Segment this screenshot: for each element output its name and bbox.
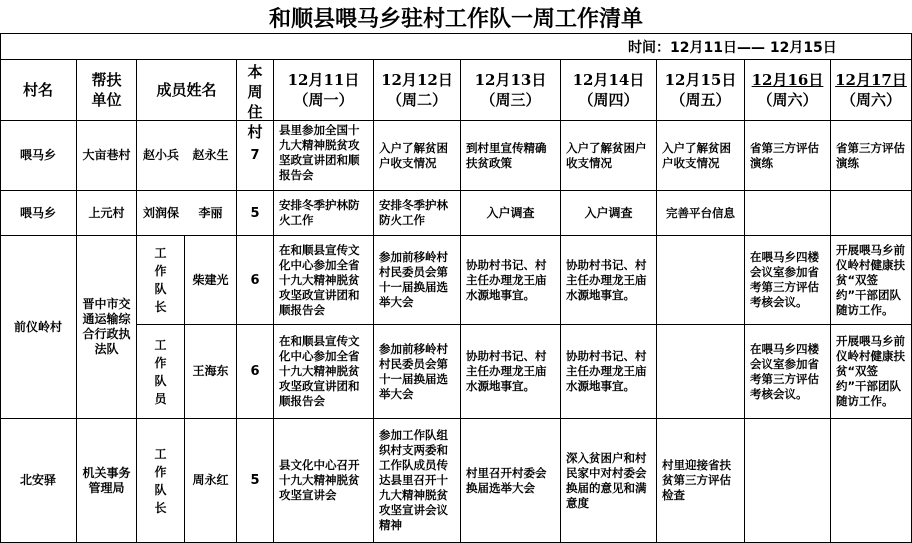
- row1-village: 喂马乡: [19, 148, 56, 162]
- header-days: 本周住村: [247, 63, 263, 141]
- weekday-label: （周三）: [480, 91, 541, 109]
- row4-task-5: [657, 325, 744, 418]
- row4-name: 王海东: [192, 364, 229, 378]
- row1-unit: 大亩巷村: [82, 148, 131, 162]
- row5-unit: 机关事务管理局: [82, 465, 131, 495]
- row5-task-7: [831, 419, 911, 542]
- header-date-2: [374, 60, 460, 120]
- row4-task-1: 在和顺县宣传文化中心参加全省十九大精神脱贫攻坚政宣讲团和顺报告会: [279, 334, 360, 408]
- row2-task-6: [745, 191, 830, 235]
- header-unit: 帮扶单位: [91, 71, 122, 109]
- date-label: 12月14日: [572, 71, 645, 89]
- row4-task-6: 在喂马乡四楼会议室参加省考第三方评估考核会议。: [750, 341, 819, 401]
- row2-village: 喂马乡: [19, 205, 56, 220]
- header-date-5: [657, 60, 744, 120]
- row3-days: 6: [250, 272, 260, 288]
- row5-role: 工作队长: [154, 446, 167, 515]
- header-members: 成员姓名: [156, 81, 217, 99]
- row5-task-6: [745, 419, 830, 542]
- row5-task-1: 县文化中心召开十九大精神脱贫攻坚宣讲会: [279, 458, 360, 502]
- row3-task-4: 协助村书记、村主任办理龙王庙水源地事宜。: [566, 257, 647, 302]
- row1-days: 7: [250, 148, 260, 163]
- date-label: 12月16日: [751, 71, 824, 89]
- row3-task-1: 在和顺县宣传文化中心参加全省十九大精神脱贫攻坚政宣讲团和顺报告会: [279, 242, 360, 317]
- row4-role-cell: [137, 325, 184, 418]
- row3-village: 前仪岭村: [13, 319, 62, 334]
- weekday-label: （周六）: [757, 91, 818, 109]
- row4-role: 工作队员: [154, 337, 167, 406]
- row4-task-3: 协助村书记、村主任办理龙王庙水源地事宜。: [466, 349, 547, 393]
- header-date-1: [274, 60, 373, 120]
- header-date-4: [561, 60, 656, 120]
- row4-task-7: 开展喂马乡前仪岭村健康扶贫“双签约”干部团队随访工作。: [836, 334, 905, 408]
- row2-task-4: 入户调查: [584, 205, 633, 220]
- header-village: 村名: [22, 81, 53, 99]
- date-label: 12月15日: [664, 71, 737, 89]
- row5-task-3: 村里召开村委会换届选举大会: [466, 465, 547, 495]
- row2-task-7: [831, 191, 911, 235]
- row3-task-6: 在喂马乡四楼会议室参加省考第三方评估考核会议。: [750, 250, 819, 309]
- row3-role: 工作队长: [154, 246, 167, 314]
- row5-village: 北安驿: [19, 473, 56, 487]
- weekday-label: （周五）: [670, 91, 731, 109]
- header-date-3: [461, 60, 560, 120]
- row3-task-3: 协助村书记、村主任办理龙王庙水源地事宜。: [466, 257, 547, 302]
- row3-task-5: [657, 236, 744, 324]
- row1-task-4: 入户了解贫困户收支情况: [566, 140, 647, 170]
- row2-task-3: 入户调查: [486, 205, 535, 220]
- date-label: 12月17日: [835, 71, 907, 89]
- row2-task-2: 安排冬季护林防火工作: [379, 198, 448, 227]
- date-range: 时间：12月11日—— 12月15日: [628, 40, 837, 56]
- row5-role-cell: [137, 419, 184, 542]
- date-label: 12月13日: [474, 71, 547, 89]
- row2-name: 李丽: [198, 205, 223, 220]
- row1-task-3: 到村里宣传精确扶贫政策: [466, 140, 547, 170]
- row3-role-cell: [137, 236, 184, 324]
- row2-role: 刘润保: [142, 205, 179, 220]
- row5-days: 5: [250, 473, 260, 488]
- row1-task-5: 入户了解贫困户收支情况: [662, 140, 731, 170]
- row2-days: 5: [250, 205, 260, 221]
- row5-name: 周永红: [192, 473, 229, 487]
- row3-task-2: 参加前移岭村村民委员会第十一届换届选举大会: [379, 250, 448, 309]
- date-label: 12月11日: [287, 71, 360, 89]
- date-label: 12月12日: [381, 71, 453, 89]
- row5-task-2: 参加工作队组织村支两委和工作队成员传达县里召开十九大精神脱贫攻坚宣讲会议精神: [379, 428, 448, 532]
- row4-days: 6: [250, 364, 260, 379]
- row3-name: 柴建光: [192, 272, 229, 287]
- header-date-7: [831, 60, 911, 120]
- row2-unit: 上元村: [88, 205, 125, 220]
- row1-task-6: 省第三方评估演练: [750, 140, 819, 170]
- page-title: 和顺县喂马乡驻村工作队一周工作清单: [268, 5, 643, 32]
- weekday-label: （周二）: [386, 91, 447, 109]
- row2-task-5: 完善平台信息: [666, 205, 735, 220]
- row2-task-1: 安排冬季护林防火工作: [279, 198, 360, 227]
- row3-unit: 晋中市交通运输综合行政执法队: [82, 297, 131, 356]
- row1-name: 赵永生: [192, 148, 229, 162]
- header-date-6: [745, 60, 830, 120]
- row1-task-7: 省第三方评估演练: [836, 140, 905, 170]
- row4-task-4: 协助村书记、村主任办理龙王庙水源地事宜。: [566, 349, 647, 393]
- row1-task-2: 入户了解贫困户收支情况: [379, 140, 448, 170]
- weekday-label: （周四）: [578, 91, 639, 109]
- row4-task-2: 参加前移岭村村民委员会第十一届换届选举大会: [379, 341, 448, 401]
- row5-task-5: 村里迎接省扶贫第三方评估检查: [662, 458, 731, 502]
- weekday-label: （周六）: [840, 91, 901, 109]
- row5-task-4: 深入贫困户和村民家中对村委会换届的意见和满意度: [566, 450, 647, 510]
- row1-task-1: 县里参加全国十九大精神脱贫攻坚政宣讲团和顺报告会: [279, 123, 360, 182]
- row3-task-7: 开展喂马乡前仪岭村健康扶贫“双签约”干部团队随访工作。: [836, 242, 905, 317]
- row1-role: 赵小兵: [142, 148, 179, 162]
- weekday-label: （周一）: [293, 91, 354, 109]
